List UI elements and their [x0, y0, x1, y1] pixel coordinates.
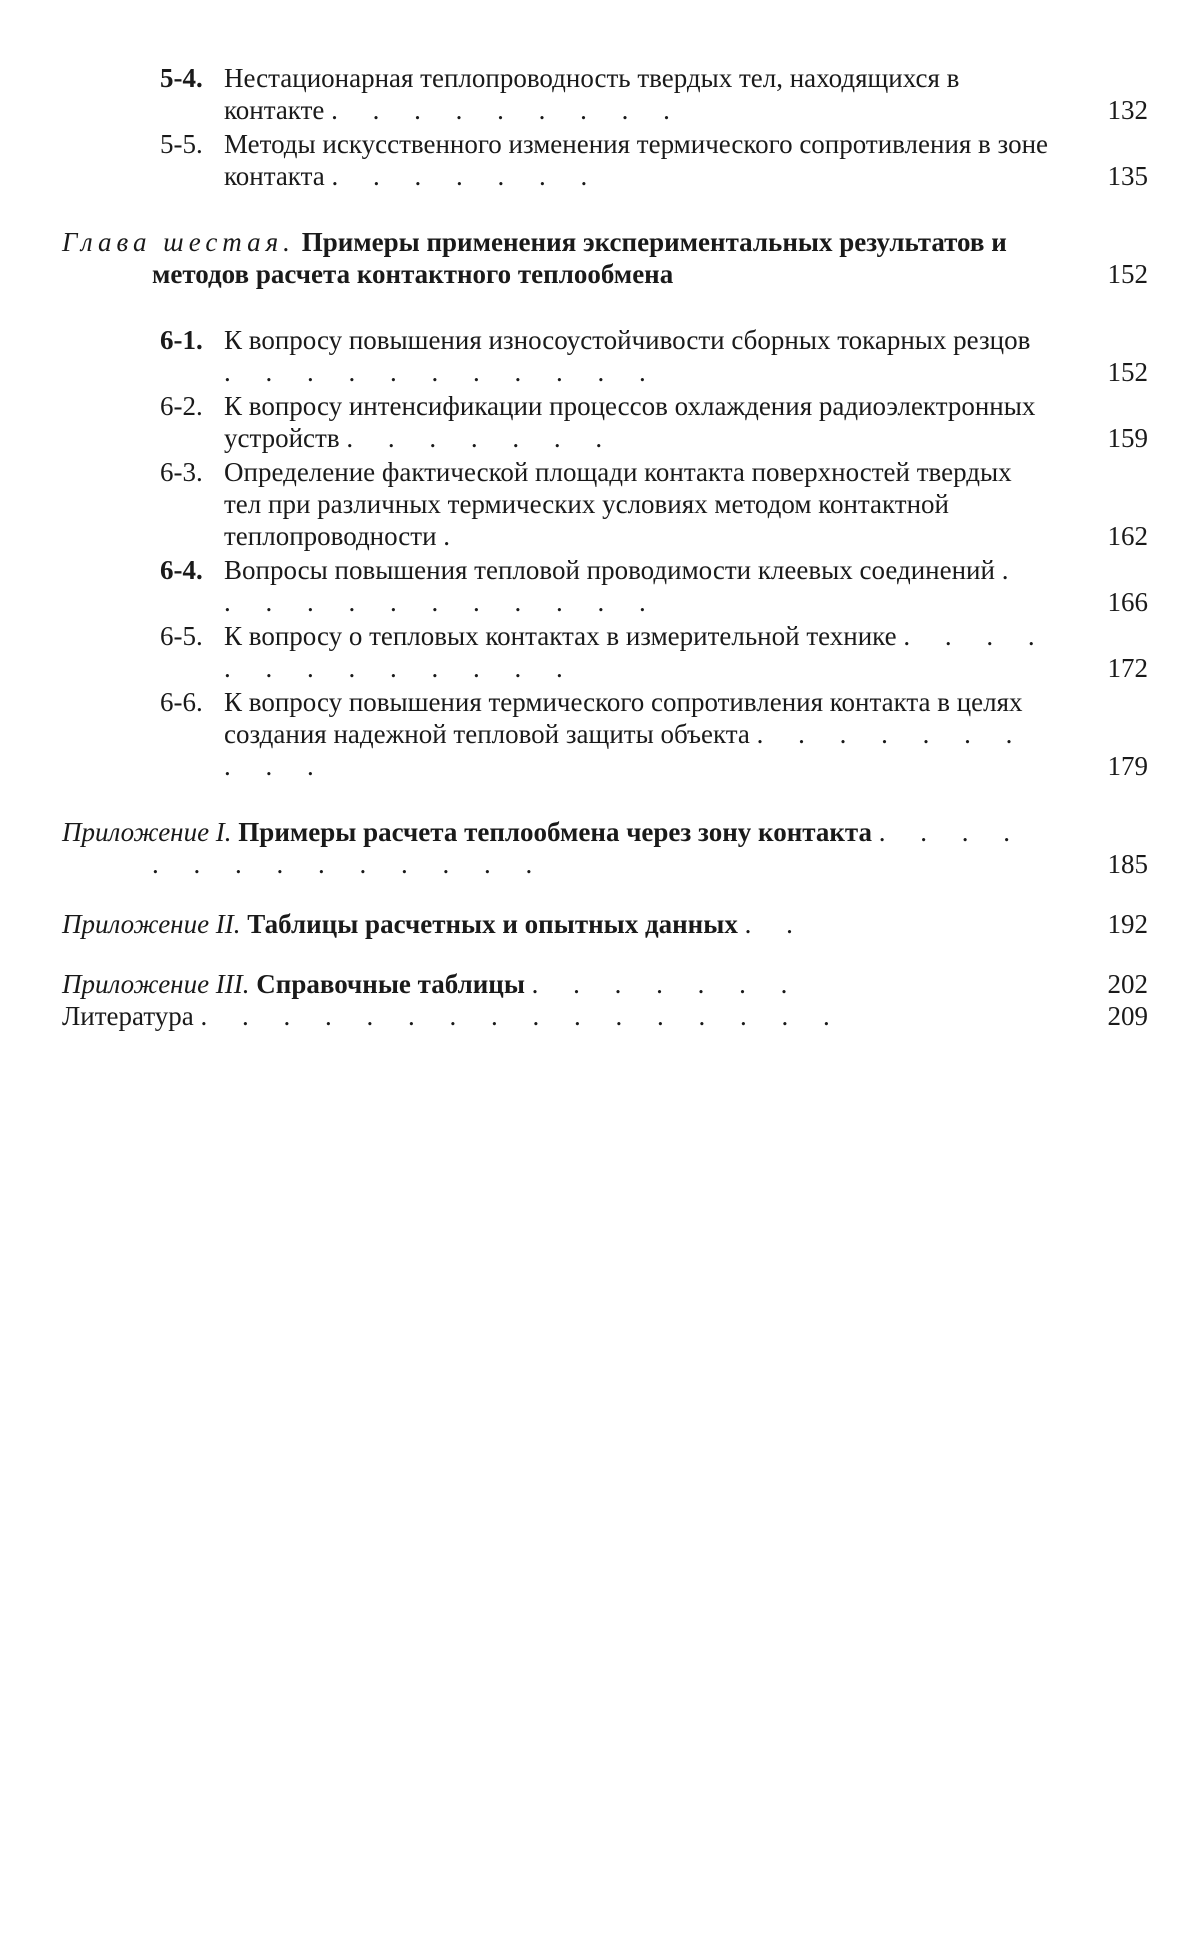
toc-entry-6-2	[160, 390, 1148, 454]
toc-entry-6-5	[160, 620, 1148, 684]
toc-appendix-1	[62, 816, 1148, 880]
page-number: 132	[1107, 95, 1148, 125]
section-number: 6-6.	[160, 687, 203, 717]
page-number: 152	[1107, 259, 1148, 289]
page-number: 192	[1107, 909, 1148, 939]
page-number: 185	[1107, 849, 1148, 879]
leader-dots: . . . . . . .	[331, 161, 602, 191]
toc-entry-6-3	[160, 456, 1148, 552]
leader-dots: . . . . . . . . . . . . .	[224, 621, 1049, 683]
table-of-contents	[62, 62, 1148, 1032]
page-number: 179	[1107, 751, 1148, 781]
section-title: Методы искусственного изменения термического сопротивления в зоне контакта	[224, 129, 1049, 191]
appendix-label: Приложение II.	[62, 909, 241, 939]
toc-appendix-2	[62, 908, 1148, 940]
leader-dots: . . . . . . . . . . .	[224, 357, 660, 387]
appendix-title: Справочные таблицы	[256, 969, 525, 999]
section-number: 6-3.	[160, 457, 203, 487]
toc-entry-6-4	[160, 554, 1148, 618]
leader-dots: . . . . . . .	[346, 423, 617, 453]
appendix-label: Приложение I.	[62, 817, 232, 847]
chapter-title: Примеры применения экспериментальных результатов и методов расчета контактного теплообмена	[152, 227, 1007, 289]
toc-entry-5-4	[160, 62, 1148, 126]
section-title: Нестационарная теплопроводность твердых тел, находящихся в контакте	[224, 63, 960, 125]
section-number: 6-1.	[160, 325, 203, 355]
leader-dots: . .	[744, 909, 807, 939]
section-title: К вопросу повышения термического сопротивления контакта в целях создания надежной тепловой защиты объекта	[224, 687, 1023, 749]
section-title: Вопросы повышения тепловой проводимости клеевых соединений	[224, 555, 995, 585]
section-number: 5-4.	[160, 63, 203, 93]
section-title: К вопросу о тепловых контактах в измерительной технике	[224, 621, 897, 651]
section-title: К вопросу повышения износоустойчивости сборных токарных резцов	[224, 325, 1031, 355]
appendix-title: Таблицы расчетных и опытных данных	[247, 909, 738, 939]
leader-dots: . . . . . . .	[531, 969, 802, 999]
toc-entry-6-6	[160, 686, 1148, 782]
leader-dots: . . . . . . . . . .	[224, 719, 1027, 781]
toc-chapter-6	[62, 226, 1148, 290]
section-number: 5-5.	[160, 129, 203, 159]
page-number: 152	[1107, 357, 1148, 387]
toc-entry-5-5	[160, 128, 1148, 192]
page-number: 202	[1107, 969, 1148, 999]
literature-title: Литература	[62, 1001, 194, 1031]
toc-appendix-3	[62, 968, 1148, 1000]
leader-dots: . . . . . . . . . . . . . . . .	[200, 1001, 844, 1031]
section-title: К вопросу интенсификации процессов охлаждения радиоэлектронных устройств	[224, 391, 1036, 453]
appendix-title: Примеры расчета теплообмена через зону контакта	[238, 817, 873, 847]
leader-dots: . . . . . . . . . . . . . .	[152, 817, 1025, 879]
page-number: 209	[1107, 1001, 1148, 1031]
leader-dots: .	[443, 521, 465, 551]
appendix-label: Приложение III.	[62, 969, 250, 999]
leader-dots: . . . . . . . . .	[331, 95, 684, 125]
chapter-label: Глава шестая.	[62, 227, 295, 257]
page-number: 166	[1107, 587, 1148, 617]
section-title: Определение фактической площади контакта поверхностей твердых тел при различных термических условиях методом контактной теплопроводности	[224, 457, 1012, 551]
section-number: 6-4.	[160, 555, 203, 585]
section-number: 6-5.	[160, 621, 203, 651]
section-number: 6-2.	[160, 391, 203, 421]
toc-entry-6-1	[160, 324, 1148, 388]
leader-dots: . . . . . . . . . . . .	[224, 555, 1023, 617]
page-number: 172	[1107, 653, 1148, 683]
toc-literature	[62, 1000, 1148, 1032]
page-number: 135	[1107, 161, 1148, 191]
page-number: 162	[1107, 521, 1148, 551]
page-number: 159	[1107, 423, 1148, 453]
